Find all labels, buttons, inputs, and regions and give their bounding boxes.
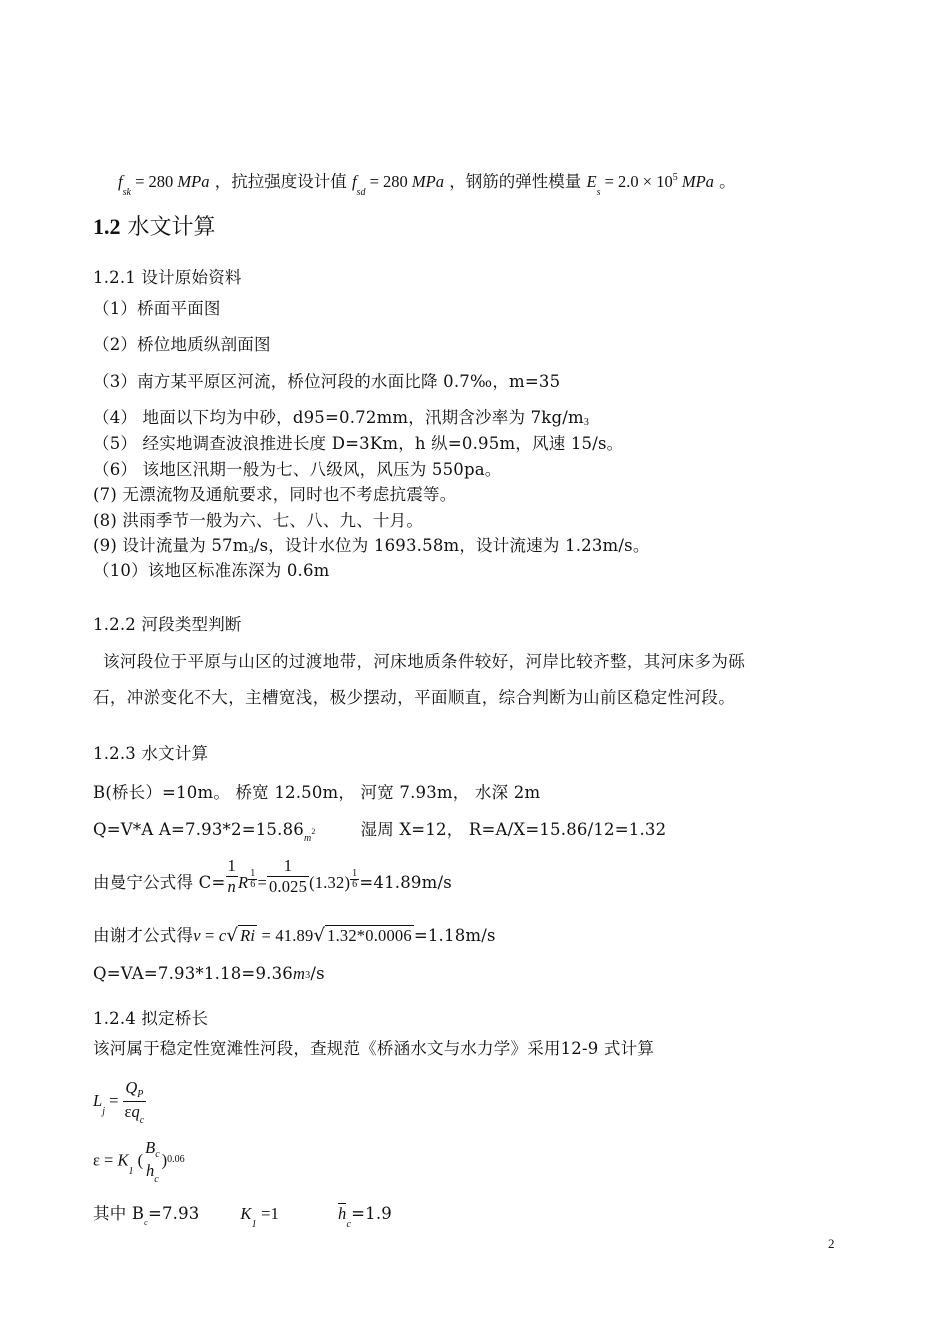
list-item: (9) 设计流量为 57m3/s，设计水位为 1693.58m，设计流速为 1.23m/s。: [93, 536, 650, 556]
subsection-title-1-2-4: 1.2.4 拟定桥长: [93, 1009, 209, 1028]
paragraph-line: 石，冲淤变化不大，主槽宽浅，极少摆动，平面顺直，综合判断为山前区稳定性河段。: [93, 688, 736, 707]
subsection-title-1-2-3: 1.2.3 水文计算: [93, 744, 209, 763]
list-item: （6） 该地区汛期一般为七、八级风，风压为 550pa。: [93, 460, 502, 479]
list-item: （1）桥面平面图: [93, 299, 221, 318]
area-formula-line: Q=V*A $A=7.93*2=15.86_m2$ 湿周 X=12， R=A/X=15.86/12=1.32: [93, 820, 667, 844]
epsilon-formula: $\varepsilon = K_1$ ( $B_c$ $h_c$ )$^{0.06}$: [93, 1138, 185, 1185]
list-item: （5） 经实地调查波浪推进长度 D=3Km，h 纵=0.95m，风速 15/s。: [93, 434, 624, 453]
list-item: （3）南方某平原区河流，桥位河段的水面比降 0.7‰，m=35: [93, 372, 561, 391]
list-item: (8) 洪雨季节一般为六、七、八、九、十月。: [93, 511, 424, 530]
list-item: (7) 无漂流物及通航要求，同时也不考虑抗震等。: [93, 485, 457, 504]
subsection-title-1-2-2: 1.2.2 河段类型判断: [93, 615, 242, 634]
manning-formula-line: 由曼宁公式得 C= $\frac{1}{n}$ R $\frac{1}{6}$ = $\frac{1}{0.025}$ (1.32) $\frac{1}{6}$ =41.89m/s: [93, 856, 452, 896]
list-item: （2）桥位地质纵剖面图: [93, 335, 271, 354]
bridge-params-line: B(桥长）=10m。 桥宽 12.50m， 河宽 7.93m， 水深 2m: [93, 783, 541, 802]
section-heading: 1.2 水文计算: [93, 214, 216, 240]
chezy-formula-line: 由谢才公式得v = c√ Ri = 41.89√ 1.32*0.0006 =1.18m/s: [93, 925, 496, 946]
list-item: （4） 地面以下均为中砂，d95=0.72mm，汛期含沙率为 7kg/m3: [93, 408, 590, 428]
parameters-line: 其中 $B_c=7.93$ $K_1 =1$ $h_c=1.9$: [93, 1204, 392, 1230]
paragraph-line: 该河属于稳定性宽滩性河段，查规范《桥涵水文与水力学》采用12-9 式计算: [93, 1039, 655, 1058]
list-item: （10）该地区标准冻深为 0.6m: [93, 561, 330, 580]
page-number: 2: [828, 1236, 835, 1251]
paragraph-line: 该河段位于平原与山区的过渡地带，河床地质条件较好，河岸比较齐整，其河床多为砾: [103, 652, 746, 671]
discharge-line: Q=VA=7.93*1.18=9.36m3/s: [93, 964, 325, 983]
subsection-title-1-2-1: 1.2.1 设计原始资料: [93, 268, 242, 287]
bridge-length-formula: $L_j$ = $\frac{Q_P}{\varepsilon q_c}$: [93, 1078, 145, 1126]
intro-strength-line: $f_{sk} = 280$ MPa ，抗拉强度设计值 $f_{sd} = 280$ MPa ，钢筋的弹性模量 $E_s = 2.0 \times 10^5$ MPa 。: [118, 172, 736, 198]
